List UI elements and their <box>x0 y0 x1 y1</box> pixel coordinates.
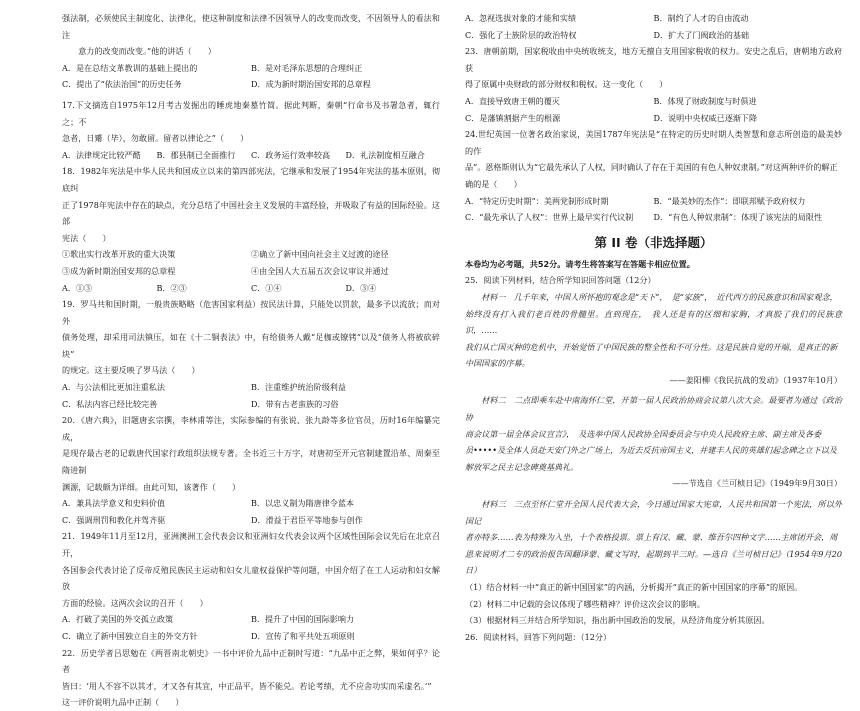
q22-option-c: C．强化了士族阶层的政治特权 <box>465 29 577 40</box>
q21-options <box>62 611 440 644</box>
q18-item-3: ③成为新时期治国安邦的总章程 <box>62 265 176 276</box>
q22-option-a: A．忽视选拔对象的才能和实绩 <box>465 13 577 23</box>
material-1-line-2: 始终没有打入我们老百姓的骨髓里。直到现在， 我人还是有的区细和家胸，才真胶了我们的民族意识，…… <box>465 308 842 336</box>
intro-line-2: 意力的改变而改变。”他的讲话（ ） <box>78 46 216 57</box>
q24-options <box>465 193 842 226</box>
material-3-line-1: 材料三 三点至怀仁堂开全国人民代表大会，今日通过国家大宪章，人民共和国第一个宪法，所以外国记 <box>465 499 842 526</box>
q16-option-b: B．是对毛泽东思想的合理纠正 <box>251 62 363 73</box>
q18-line-2: 正了1978年宪法中存在的缺点，充分总结了中国社会主义发展的丰富经验，并吸取了有益的国际经验。这部 <box>62 199 440 227</box>
q25-sub-2: （2）材料二中记载的会议体现了哪些精神？评价这次会议的影响。 <box>465 598 705 609</box>
q18-items <box>62 246 440 279</box>
section-note: 本卷均为必考题，共52分。请考生将答案写在答题卡相应位置。 <box>465 258 695 269</box>
q21-line-2: 各国参会代表讨论了反帝反殖民族民主运动和妇女儿童权益保护等问题，中国介绍了在工人运动和妇女解放 <box>62 564 440 592</box>
q18-option-b: B．②③ <box>156 282 187 293</box>
q22-option-b: B．制约了人才的自由流动 <box>653 13 749 23</box>
q17-option-c: C．政务运行效率较高 <box>251 149 331 160</box>
material-2-line-2: 商会议第一届全体会议宣言》， 及选举中国人民政协全国委员会与中央人民政府主席、副主席及各委 <box>465 428 822 439</box>
q21-option-c: C．确立了新中国独立自主的外交方针 <box>62 630 198 641</box>
q20-line-3: 渊源，记载颇为详细。由此可知，该著作（ ） <box>62 481 241 492</box>
q22-line-2: 皆曰：‘用人不容不以其才，才又各有其宜，中正品平，皆不能兑。若论考绩，尤不应舍功实而采虚名。’” <box>62 680 432 691</box>
q19-line-1: 19．罗马共和国时期，一般贵族略略（危害国家利益）按民法计算，只能处以罚款，最多予以流放；而对外 <box>62 299 440 326</box>
q23-option-c: C．是藩镇割据产生的根源 <box>465 112 561 123</box>
q24-option-b: B．“最美妙的杰作”：即联邦赋予政府权力 <box>653 195 806 206</box>
q20-option-c: C．强调刑罚和教化并驾齐驱 <box>62 514 166 525</box>
q19-options <box>62 379 440 412</box>
q17-option-d: D．礼法制度相互融合 <box>345 149 425 160</box>
q17-line-2: 急者，日觱（毕），勿敢留。留者以律论之”（ ） <box>62 133 249 144</box>
intro-line-1: 强法制，必须使民主制度化、法律化，使这种制度和法律不因领导人的改变而改变，不因领导人的看法和注 <box>62 13 440 40</box>
left-column <box>62 10 440 711</box>
q18-option-a: A．①③ <box>62 282 93 293</box>
q16-option-a: A．是在总结文革教训的基础上提出的 <box>62 62 198 73</box>
q25-heading: 25．阅读下列材料，结合所学知识回答问题（12分） <box>465 275 656 286</box>
q18-line-3: 宪法（ ） <box>62 232 111 243</box>
material-3-line-3: 恩来说明才二专的政治报告国翻译蒙、藏文写时，起期到半三时。—选自《兰可桢日记》（1954年9月20日） <box>465 548 842 576</box>
section-title: 第 II 卷（非选择题） <box>594 234 713 250</box>
material-1-line-3: 我们从亡国灭种的危机中，开始觉悟了中国民族的整全性和不可分性。这是民族自觉的开端，是真正的新 <box>465 341 838 352</box>
q22-option-d: D．扩大了门阀政治的基础 <box>653 29 750 40</box>
q20-line-1: 20．《唐六典》，旧题唐玄宗撰，李林甫等注，实际参编的有张说、张九龄等多位官员，历时16年编纂完成， <box>62 415 440 442</box>
material-2-line-1: 材料二 二点即乘车赴中南海怀仁堂，开第一届人民政治协商会议第八次大会。最要者为通过《政治协 <box>465 395 842 423</box>
q21-option-a: A．打破了美国的外交孤立政策 <box>62 614 174 625</box>
q16-option-c: C．提出了“依法治国”的历史任务 <box>62 79 182 90</box>
q16-option-d: D．成为新时期治国安邦的总章程 <box>251 79 371 90</box>
q23-line-1: 23．唐朝前期，国家税收由中央统收统支，地方无擅自支用国家税收的权力。安史之乱后，唐朝地方政府获 <box>465 46 842 73</box>
q20-option-a: A．兼具法学意义和史料价值 <box>62 498 165 509</box>
right-column <box>465 10 842 645</box>
q26-heading: 26．阅读材料，回答下列问题：（12分） <box>465 631 612 642</box>
material-2-source: ——节选自《兰可桢日记》（1949年9月30日） <box>672 478 842 489</box>
q20-option-b: B．以忠义制为隋唐律令蓝本 <box>251 498 355 509</box>
q19-option-c: C．私法内容已经比较完善 <box>62 398 158 409</box>
q20-options <box>62 495 440 528</box>
q24-option-c: C．“最先承认了人权”：世界上最早实行代议制 <box>465 212 634 223</box>
q18-option-d: D．③④ <box>345 282 377 293</box>
q17-option-a: A．法律规定比较严酷 <box>62 149 141 160</box>
q23-line-2: 得了原属中央财政的部分财权和税权。这一变化（ ） <box>465 79 668 90</box>
q19-option-d: D．带有古老蛮族的习俗 <box>251 398 339 409</box>
q18-item-4: ④由全国人大五届五次会议审议并通过 <box>251 265 389 276</box>
q19-line-2: 债务处理，却采用司法镇压，如在《十二铜表法》中，有给债务人戴“足枷或镣铐”以及“债务人将被砍碎块” <box>62 332 440 359</box>
material-3-line-2: 者亦特多……表为特殊为入坐，十个表格投票。票上有汉、藏、蒙、维吾尔四种文字……主席团开会，周 <box>465 532 838 543</box>
material-1-source: ——姜阳柳《我民抗战的发动》（1937年10月） <box>669 374 842 385</box>
q16-options <box>62 60 440 93</box>
q22-options <box>465 10 842 43</box>
q17-option-b: B．郡县制已全面推行 <box>156 149 236 160</box>
material-1-line-1: 材料一 几千年来，中国人所怀抱的观念是“天下”， 是“家族”， 近代西方的民族意识和国家观念， <box>481 291 838 302</box>
material-2-line-4: 解放军之民主记念碑奠基典礼。 <box>465 461 579 472</box>
q24-line-3: 确的是（ ） <box>465 178 522 189</box>
q17-options <box>62 147 440 164</box>
q22-line-3: 这一评价说明九品中正制（ ） <box>62 697 184 708</box>
q21-line-3: 方面的经验。这两次会议的召开（ ） <box>62 597 208 608</box>
q18-line-1: 18．1982年宪法是中华人民共和国成立以来的第四部宪法，它继承和发展了1954年宪法的基本原则，彻底纠 <box>62 166 440 193</box>
q25-sub-1: （1）结合材料一中“真正的新中国国家”的内涵，分析揭开“真正的新中国国家的序幕”的原因。 <box>465 582 803 592</box>
q19-option-a: A．与公法相比更加注重私法 <box>62 382 165 393</box>
q19-option-b: B．注重维护统治阶级利益 <box>251 382 346 393</box>
q18-item-1: ①歌出实行改革开放的重大决策 <box>62 249 176 260</box>
q21-option-b: B．提升了中国的国际影响力 <box>251 614 355 625</box>
q18-item-2: ②确立了新中国向社会主义过渡的途径 <box>251 249 389 260</box>
q19-line-3: 的规定。这主要反映了罗马法（ ） <box>62 365 200 376</box>
q24-option-a: A．“特定历史时期”：美两党制形成时期 <box>465 195 609 206</box>
q25-sub-3: （3）根据材料三并结合所学知识，指出新中国政治的发展，从经济角度分析其原因。 <box>465 615 770 626</box>
q21-line-1: 21．1949年11月至12月，亚洲澳洲工会代表会议和亚洲妇女代表会议两个区域性国际会议先后在北京召开， <box>62 531 440 558</box>
q24-line-2: 品”。恩格斯则认为“它最先承认了人权，同时确认了存在于美国的有色人种奴隶制。”对这两种评价的解正 <box>465 162 838 173</box>
q24-line-1: 24.世纪英国一位著名政治家说，美国1787年宪法是“在特定的历史时期人类智慧和意志所创造的最美妙的作 <box>465 129 842 156</box>
q20-line-2: 是现存最古老的记载唐代国家行政组织法规专著。全书近三十万字，对唐初至开元官制建置沿革、周秦至隋进制 <box>62 448 440 476</box>
q23-option-b: B．体现了财政制度与时俱进 <box>653 95 757 106</box>
material-2-line-3: 员•••••及全体人员赴天安门外之广场上，为近去反抗帝国主义，并建丰人民的英雄们起念碑之立下以及 <box>465 445 837 456</box>
q21-option-d: D．宣传了和平共处五项原则 <box>251 630 355 641</box>
material-1-line-4: 中国国家的序幕。 <box>465 358 530 369</box>
q17-line-1: 17.下文摘选自1975年12月考古发掘出的睡虎地秦墓竹简。据此判断，秦朝“行命书及书署急者，辄行之；不 <box>62 99 440 127</box>
q23-options <box>465 93 842 126</box>
q23-option-d: D．说明中央权威已逐渐下降 <box>653 112 758 123</box>
q18-options <box>62 280 440 297</box>
q22-line-1: 22．历史学者吕思勉在《两晋南北朝史》一书中评价九品中正制时写道：“九品中正之弊，果如何乎？论者 <box>62 647 440 675</box>
q20-option-d: D．滑益于君臣平等地参与创作 <box>251 514 363 525</box>
q24-option-d: D．“有色人种奴隶制”：体现了该宪法的局限性 <box>653 212 823 223</box>
q18-option-c: C．①④ <box>251 282 282 293</box>
q23-option-a: A．直接导致唐王朝的覆灭 <box>465 95 560 106</box>
